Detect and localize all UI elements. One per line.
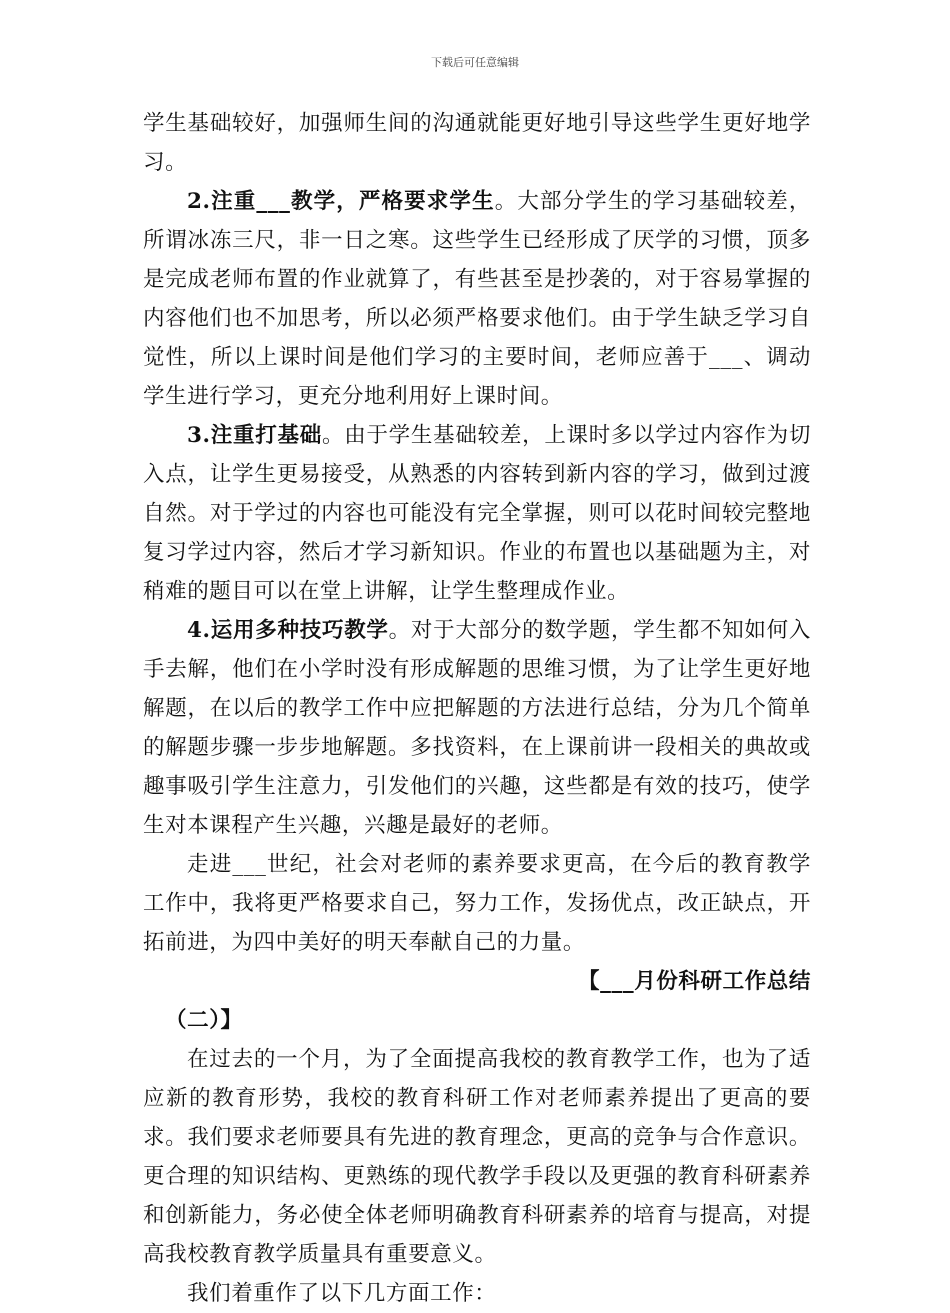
- paragraph-research-intro: 在过去的一个月，为了全面提高我校的教育教学工作，也为了适应新的教育形势，我校的教育科研工作对老师素养提出了更高的要求。我们要求老师要具有先进的教育理念，更高的竞争与合作意识。更合理的知识结构、更熟练的现代教学手段以及更强的教育科研素养和创新能力，务必使全体老师明确教育科研素养的培育与提高，对提高我校教育教学质量具有重要意义。: [143, 1047, 811, 1267]
- paragraph-point-4: [143, 611, 811, 845]
- point-4-heading: 4.运用多种技巧教学: [187, 618, 389, 643]
- paragraph-research-focus: 我们着重作了以下几方面工作：: [187, 1281, 497, 1306]
- point-3-text: 。由于学生基础较差，上课时多以学过内容作为切入点，让学生更易接受，从熟悉的内容转到新内容的学习，做到过渡自然。对于学过的内容也可能没有完全掌握，则可以花时间较完整地复习学过内容，然后才学习新知识。作业的布置也以基础题为主，对稍难的题目可以在堂上讲解，让学生整理成作业。: [143, 423, 812, 604]
- point-3-heading: 3.注重打基础: [187, 423, 322, 448]
- page-header: 下载后可任意编辑: [431, 56, 519, 69]
- point-4-text: 。对于大部分的数学题，学生都不知如何入手去解，他们在小学时没有形成解题的思维习惯，为了让学生更好地解题，在以后的教学工作中应把解题的方法进行总结，分为几个简单的解题步骤一步步地解题。多找资料，在上课前讲一段相关的典故或趣事吸引学生注意力，引发他们的兴趣，这些都是有效的技巧，使学生对本课程产生兴趣，兴趣是最好的老师。: [143, 618, 812, 838]
- section-subtitle: （二）】: [165, 1008, 243, 1033]
- paragraph-intro: 学生基础较好，加强师生间的沟通就能更好地引导这些学生更好地学习。: [143, 111, 811, 175]
- paragraph-point-3: [143, 416, 811, 611]
- document-body: [143, 104, 811, 1313]
- paragraph-point-2: [143, 182, 811, 416]
- point-2-text: 。大部分学生的学习基础较差，所谓冰冻三尺，非一日之寒。这些学生已经形成了厌学的习惯，顶多是完成老师布置的作业就算了，有些甚至是抄袭的，对于容易掌握的内容他们也不加思考，所以必须严格要求他们。由于学生缺乏学习自觉性，所以上课时间是他们学习的主要时间，老师应善于___、调动学生进行学习，更充分地利用好上课时间。: [143, 189, 812, 409]
- section-title: 【___月份科研工作总结: [578, 969, 811, 994]
- point-2-heading: 2.注重___教学，严格要求学生: [187, 189, 495, 214]
- paragraph-conclusion: 走进___世纪，社会对老师的素养要求更高，在今后的教育教学工作中，我将更严格要求自己，努力工作，发扬优点，改正缺点，开拓前进，为四中美好的明天奉献自己的力量。: [143, 852, 811, 955]
